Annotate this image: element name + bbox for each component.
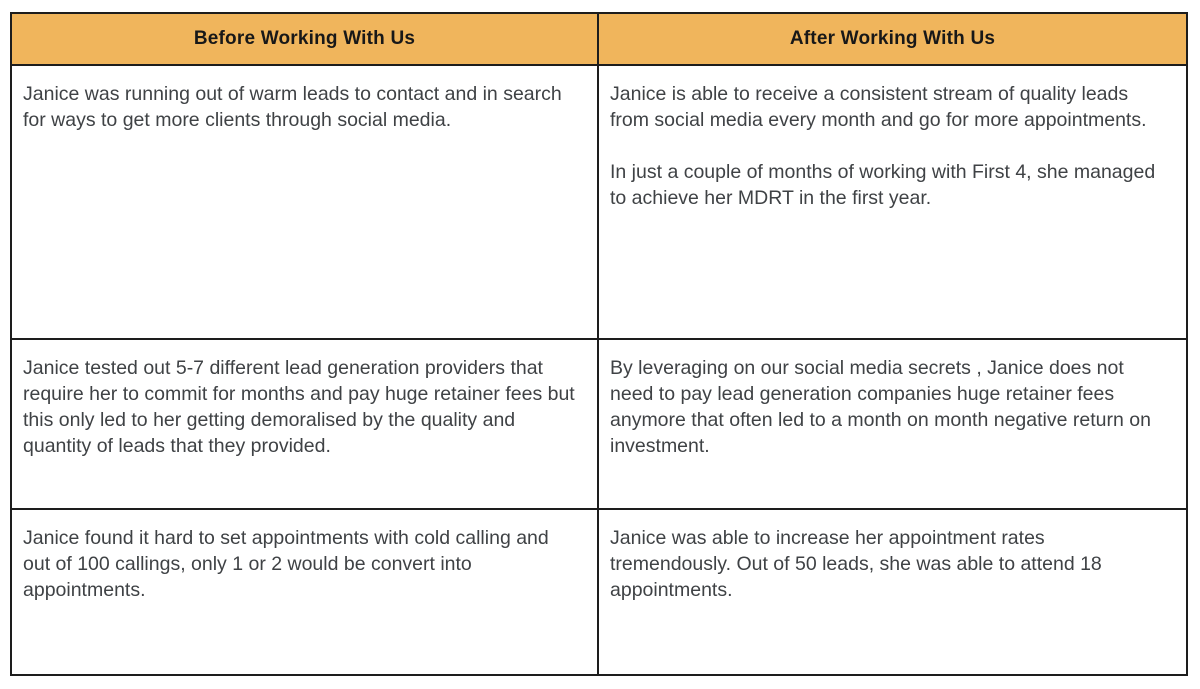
cell-before-row-3: [12, 508, 599, 674]
cell-after-row-2: [599, 338, 1186, 508]
paragraph: Janice tested out 5-7 different lead generation providers that require her to commit for months and pay huge retainer fees but this only led to her getting demoralised by the quality and quantity of leads that they provided.: [23, 357, 575, 457]
paragraph: Janice was able to increase her appointment rates tremendously. Out of 50 leads, she was able to attend 18 appointments.: [610, 527, 1102, 601]
cell-after-row-3: [599, 508, 1186, 674]
paragraph: In just a couple of months of working with First 4, she managed to achieve her MDRT in the first year.: [610, 161, 1156, 209]
cell-before-row-1: [12, 64, 599, 338]
cell-after-row-1: [599, 64, 1186, 338]
paragraph: Janice is able to receive a consistent stream of quality leads from social media every month and go for more appointments.: [610, 83, 1147, 131]
paragraph: Janice found it hard to set appointments with cold calling and out of 100 callings, only 1 or 2 would be convert into appointments.: [23, 527, 549, 601]
comparison-table: [10, 12, 1188, 676]
paragraph: By leveraging on our social media secrets , Janice does not need to pay lead generation companies huge retainer fees anymore that often led to a month on month negative return on investment.: [610, 357, 1151, 457]
header-cell-before: Before Working With Us: [12, 14, 599, 64]
header-cell-after: After Working With Us: [599, 14, 1186, 64]
paragraph: Janice was running out of warm leads to contact and in search for ways to get more clients through social media.: [23, 83, 562, 131]
cell-before-row-2: [12, 338, 599, 508]
